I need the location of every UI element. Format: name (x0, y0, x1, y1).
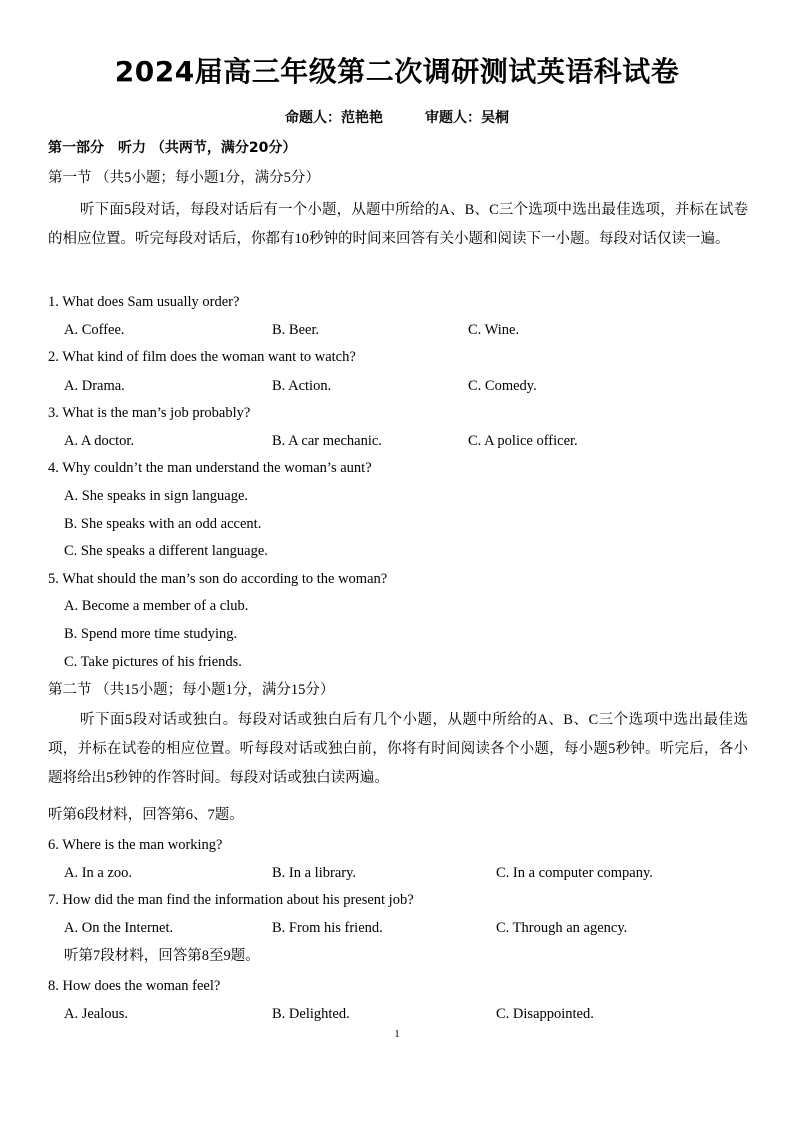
question-2-stem: 2. What kind of film does the woman want to watch? (48, 349, 356, 365)
question-8-option-c: C. Disappointed. (496, 1006, 594, 1022)
question-6-option-a: A. In a zoo. (64, 865, 133, 881)
question-3-option-b: B. A car mechanic. (272, 433, 382, 449)
question-1-option-b: B. Beer. (272, 322, 320, 338)
part1-heading: 第一部分 听力 （共两节，满分20分） (48, 140, 297, 156)
material-7-note: 听第7段材料，回答第8至9题。 (64, 948, 260, 964)
question-4-option-a: A. She speaks in sign language. (64, 488, 249, 504)
question-6-option-b: B. In a library. (272, 865, 357, 881)
question-1-option-a: A. Coffee. (64, 322, 125, 338)
question-8-option-a: A. Jealous. (64, 1006, 129, 1022)
section2-instructions: 听下面5段对话或独白。每段对话或独白后有几个小题，从题中所给的A、B、C三个选项中选出最佳选项，并标在试卷的相应位置。听每段对话或独白前，你将有时间阅读各个小题，每小题5秒钟。听完后，各小题将给出5秒钟的作答时间。每段对话或独白读两遍。 (48, 712, 748, 786)
question-8-option-b: B. Delighted. (272, 1006, 350, 1022)
question-2-option-b: B. Action. (272, 378, 332, 394)
question-2-option-c: C. Comedy. (468, 378, 537, 394)
question-4-stem: 4. Why couldn’t the man understand the woman’s aunt? (48, 460, 372, 476)
question-reviewer: 审题人：吴桐 (425, 110, 509, 126)
question-7-option-a: A. On the Internet. (64, 920, 174, 936)
question-5-option-c: C. Take pictures of his friends. (64, 654, 242, 670)
question-setter: 命题人：范艳艳 (285, 110, 383, 126)
question-3-option-c: C. A police officer. (468, 433, 578, 449)
question-4-option-c: C. She speaks a different language. (64, 543, 268, 559)
question-5-stem: 5. What should the man’s son do according to the woman? (48, 571, 388, 587)
section1-instructions: 听下面5段对话，每段对话后有一个小题，从题中所给的A、B、C三个选项中选出最佳选项，并标在试卷的相应位置。听完每段对话后，你都有10秒钟的时间来回答有关小题和阅读下一小题。每段对话仅读一遍。 (48, 202, 748, 247)
question-1-stem: 1. What does Sam usually order? (48, 294, 240, 310)
question-7-stem: 7. How did the man find the information about his present job? (48, 892, 414, 908)
question-7-option-c: C. Through an agency. (496, 920, 628, 936)
question-6-stem: 6. Where is the man working? (48, 837, 223, 853)
question-7-option-b: B. From his friend. (272, 920, 383, 936)
question-3-option-a: A. A doctor. (64, 433, 135, 449)
question-8-stem: 8. How does the woman feel? (48, 978, 221, 994)
author-line (0, 107, 794, 127)
exam-title: 2024届高三年级第二次调研测试英语科试卷 (114, 55, 680, 88)
material-6-note: 听第6段材料，回答第6、7题。 (48, 807, 244, 823)
question-5-option-a: A. Become a member of a club. (64, 598, 249, 614)
question-4-option-b: B. She speaks with an odd accent. (64, 516, 262, 532)
question-3-stem: 3. What is the man’s job probably? (48, 405, 251, 421)
question-6-option-c: C. In a computer company. (496, 865, 653, 881)
section2-heading: 第二节 （共15小题；每小题1分，满分15分） (48, 682, 335, 698)
question-2-option-a: A. Drama. (64, 378, 125, 394)
question-1-option-c: C. Wine. (468, 322, 520, 338)
section1-heading: 第一节 （共5小题；每小题1分，满分5分） (48, 170, 320, 186)
question-5-option-b: B. Spend more time studying. (64, 626, 238, 642)
page-number: 1 (394, 1028, 400, 1040)
